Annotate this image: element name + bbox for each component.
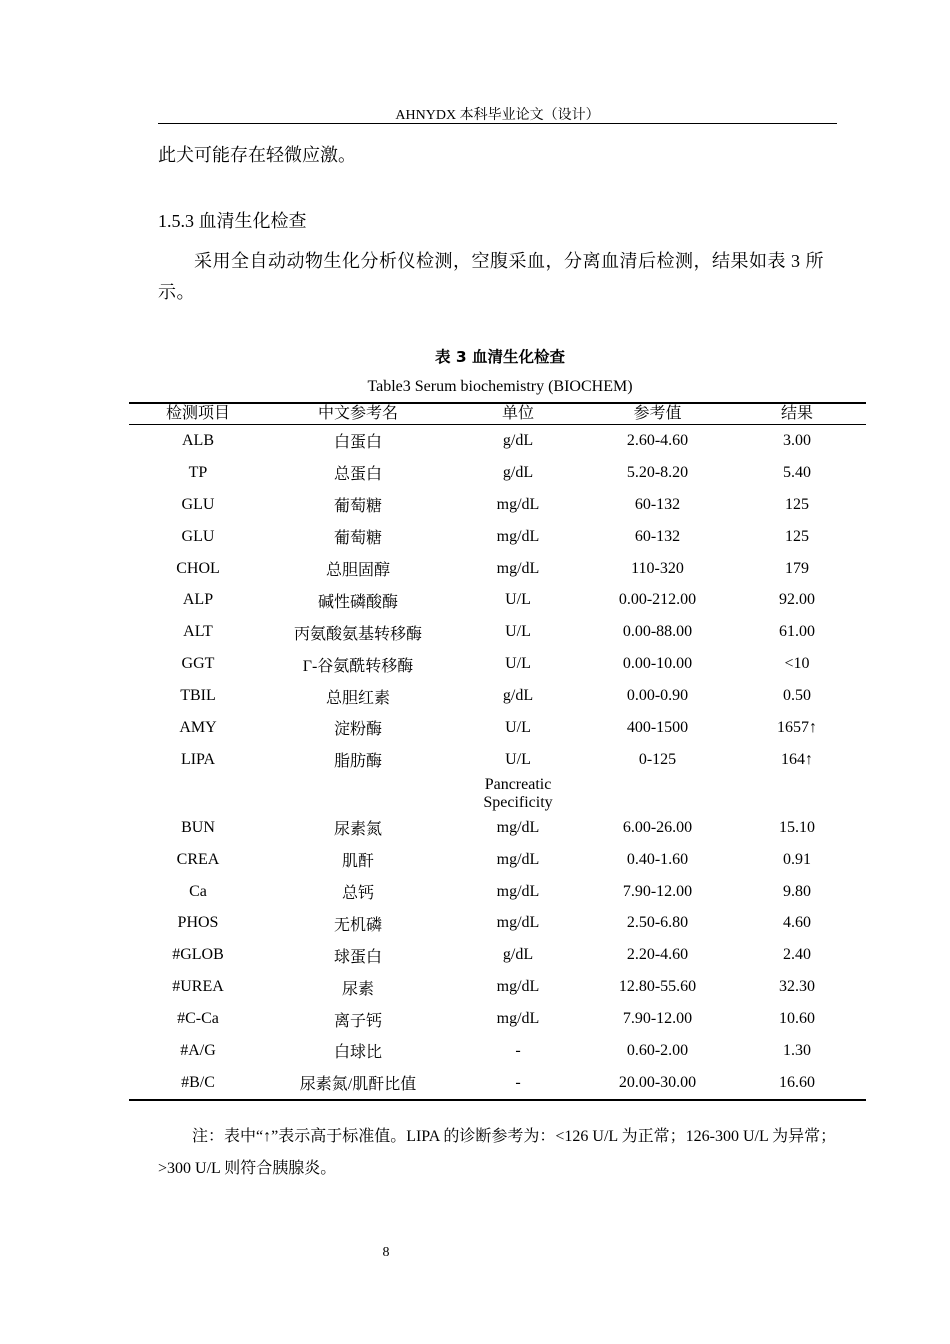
result-cell: 2.40 <box>783 946 811 964</box>
item-cell: ALT <box>183 623 213 641</box>
table-row <box>129 457 866 489</box>
result-cell: 125 <box>785 527 809 545</box>
cn-name-cell: 白蛋白 <box>333 434 382 452</box>
paragraph-1: 此犬可能存在轻微应激。 <box>158 145 356 165</box>
cn-name-cell: 总胆红素 <box>325 689 390 707</box>
table-row <box>129 712 866 744</box>
reference-cell: 2.50-6.80 <box>626 914 689 932</box>
reference-cell <box>587 776 728 812</box>
table-row <box>129 844 866 876</box>
table-row <box>129 1067 866 1100</box>
cn-name-cell: 肌酐 <box>341 853 374 871</box>
column-header-reference: 参考值 <box>587 403 728 425</box>
reference-cell: 0.00-0.90 <box>626 687 689 705</box>
table-row <box>129 876 866 908</box>
item-cell: ALB <box>182 431 214 449</box>
item-cell: ALP <box>182 591 214 609</box>
column-header-cn-name: 中文参考名 <box>267 403 449 425</box>
result-cell: 92.00 <box>779 591 815 609</box>
unit-cell: g/dL <box>502 687 534 705</box>
reference-cell: 7.90-12.00 <box>622 1010 693 1028</box>
reference-cell: 2.60-4.60 <box>626 431 689 449</box>
page-number: 8 <box>382 1245 390 1260</box>
item-cell: #A/G <box>180 1041 216 1059</box>
table-row <box>129 776 866 812</box>
unit-cell: mg/dL <box>496 818 540 836</box>
unit-cell: g/dL <box>502 431 534 449</box>
cn-name-cell: 葡萄糖 <box>333 530 382 548</box>
reference-cell: 0.00-212.00 <box>618 591 697 609</box>
cn-name-cell: 尿素 <box>341 980 374 998</box>
reference-cell: 12.80-55.60 <box>618 978 697 996</box>
section-heading: 1.5.3 血清生化检查 <box>158 211 307 231</box>
unit-cell: mg/dL <box>496 914 540 932</box>
result-cell: 10.60 <box>779 1010 815 1028</box>
reference-cell: 400-1500 <box>626 718 689 736</box>
cn-name-cell: 脂肪酶 <box>333 753 382 771</box>
item-cell: AMY <box>179 718 217 736</box>
unit-cell: mg/dL <box>496 882 540 900</box>
unit-cell: Pancreatic Specificity <box>483 775 553 811</box>
table-row <box>129 648 866 680</box>
table-row <box>129 680 866 712</box>
running-header-title: AHNYDX 本科毕业论文（设计） <box>395 108 600 123</box>
result-cell: 9.80 <box>783 882 811 900</box>
cn-name-cell: Γ-谷氨酰转移酶 <box>302 657 414 675</box>
column-header-item: 检测项目 <box>129 403 267 425</box>
unit-cell: g/dL <box>502 946 534 964</box>
item-cell: GLU <box>181 495 215 513</box>
item-cell: #UREA <box>172 978 224 996</box>
cn-name-cell: 无机磷 <box>333 916 382 934</box>
item-cell: GGT <box>181 655 215 673</box>
table-body <box>129 425 866 1100</box>
result-cell: 4.60 <box>783 914 811 932</box>
unit-cell: U/L <box>505 718 531 736</box>
result-cell: 1657↑ <box>777 718 817 736</box>
header-rule <box>158 123 837 124</box>
item-cell: PHOS <box>177 914 219 932</box>
cn-name-cell: 白球比 <box>333 1044 382 1062</box>
table-row <box>129 553 866 585</box>
reference-cell: 2.20-4.60 <box>626 946 689 964</box>
table-caption-cn: 表 3 血清生化检查 <box>434 348 566 366</box>
result-cell: 15.10 <box>779 818 815 836</box>
reference-cell: 5.20-8.20 <box>626 463 689 481</box>
cn-name-cell: 淀粉酶 <box>333 721 382 739</box>
item-cell: #B/C <box>129 1067 267 1100</box>
result-cell: 0.50 <box>783 687 811 705</box>
reference-cell: 20.00-30.00 <box>587 1067 728 1100</box>
table-row <box>129 907 866 939</box>
table-row <box>129 1035 866 1067</box>
cn-name-cell: 总蛋白 <box>333 466 382 484</box>
reference-cell: 0.40-1.60 <box>626 850 689 868</box>
item-cell: #GLOB <box>172 946 224 964</box>
table-row <box>129 744 866 776</box>
item-cell: TBIL <box>180 687 216 705</box>
item-cell: LIPA <box>180 750 216 768</box>
item-cell: #C-Ca <box>177 1010 219 1028</box>
result-cell: 1.30 <box>783 1041 811 1059</box>
table-row <box>129 939 866 971</box>
table-header-row <box>129 403 866 425</box>
reference-cell: 0-125 <box>638 750 677 768</box>
reference-cell: 60-132 <box>634 495 681 513</box>
reference-cell: 0.00-10.00 <box>622 655 693 673</box>
result-cell: 164↑ <box>781 750 813 768</box>
result-cell: 5.40 <box>783 463 811 481</box>
item-cell: GLU <box>181 527 215 545</box>
unit-cell: U/L <box>505 591 531 609</box>
table-note: 注：表中“↑”表示高于标准值。LIPA 的诊断参考为：<126 U/L 为正常；126-300 U/L 为异常；>300 U/L 则符合胰腺炎。 <box>158 1128 837 1177</box>
table-row <box>129 425 866 457</box>
cn-name-cell: 总钙 <box>341 885 374 903</box>
column-header-result: 结果 <box>728 403 866 425</box>
cn-name-cell: 尿素氮 <box>333 821 382 839</box>
table-caption-en: Table3 Serum biochemistry (BIOCHEM) <box>367 378 633 395</box>
unit-cell: mg/dL <box>496 495 540 513</box>
result-cell: 0.91 <box>783 850 811 868</box>
unit-cell: mg/dL <box>496 850 540 868</box>
cn-name-cell: 球蛋白 <box>333 948 382 966</box>
cn-name-cell: 离子钙 <box>333 1012 382 1030</box>
unit-cell: U/L <box>505 623 531 641</box>
item-cell: TP <box>188 463 208 481</box>
unit-cell: mg/dL <box>496 1010 540 1028</box>
unit-cell: - <box>449 1067 587 1100</box>
item-cell: CREA <box>176 850 220 868</box>
table-row <box>129 971 866 1003</box>
table-row <box>129 584 866 616</box>
result-cell: 32.30 <box>779 978 815 996</box>
paragraph-2: 采用全自动动物生化分析仪检测，空腹采血，分离血清后检测，结果如表 3 所示。 <box>158 251 824 302</box>
reference-cell: 60-132 <box>634 527 681 545</box>
unit-cell: - <box>515 1041 521 1059</box>
cn-name-cell: 碱性磷酸酶 <box>317 593 398 611</box>
reference-cell: 7.90-12.00 <box>622 882 693 900</box>
item-cell: BUN <box>181 818 215 836</box>
unit-cell: U/L <box>505 750 531 768</box>
cn-name-cell: 尿素氮/肌酐比值 <box>267 1067 449 1100</box>
table-row <box>129 616 866 648</box>
cn-name-cell: 丙氨酸氨基转移酶 <box>293 625 422 643</box>
table-row <box>129 812 866 844</box>
unit-cell: U/L <box>505 655 531 673</box>
item-cell: Ca <box>189 882 207 900</box>
cn-name-cell <box>267 776 449 812</box>
unit-cell: mg/dL <box>496 559 540 577</box>
result-cell: 179 <box>785 559 809 577</box>
item-cell <box>129 776 267 812</box>
column-header-unit: 单位 <box>449 403 587 425</box>
result-cell: 125 <box>785 495 809 513</box>
result-cell: 16.60 <box>728 1067 866 1100</box>
result-cell <box>728 776 866 812</box>
reference-cell: 0.60-2.00 <box>626 1041 689 1059</box>
cn-name-cell: 葡萄糖 <box>333 498 382 516</box>
item-cell: CHOL <box>176 559 220 577</box>
table-row <box>129 521 866 553</box>
result-cell: <10 <box>784 655 810 673</box>
cn-name-cell: 总胆固醇 <box>325 562 390 579</box>
unit-cell: mg/dL <box>496 978 540 996</box>
table-row <box>129 489 866 521</box>
reference-cell: 0.00-88.00 <box>622 623 693 641</box>
reference-cell: 110-320 <box>631 559 684 577</box>
result-cell: 61.00 <box>779 623 815 641</box>
unit-cell: g/dL <box>502 463 534 481</box>
biochemistry-table <box>129 402 866 1101</box>
reference-cell: 6.00-26.00 <box>622 818 693 836</box>
unit-cell: mg/dL <box>496 527 540 545</box>
table-row <box>129 1003 866 1035</box>
result-cell: 3.00 <box>783 431 811 449</box>
